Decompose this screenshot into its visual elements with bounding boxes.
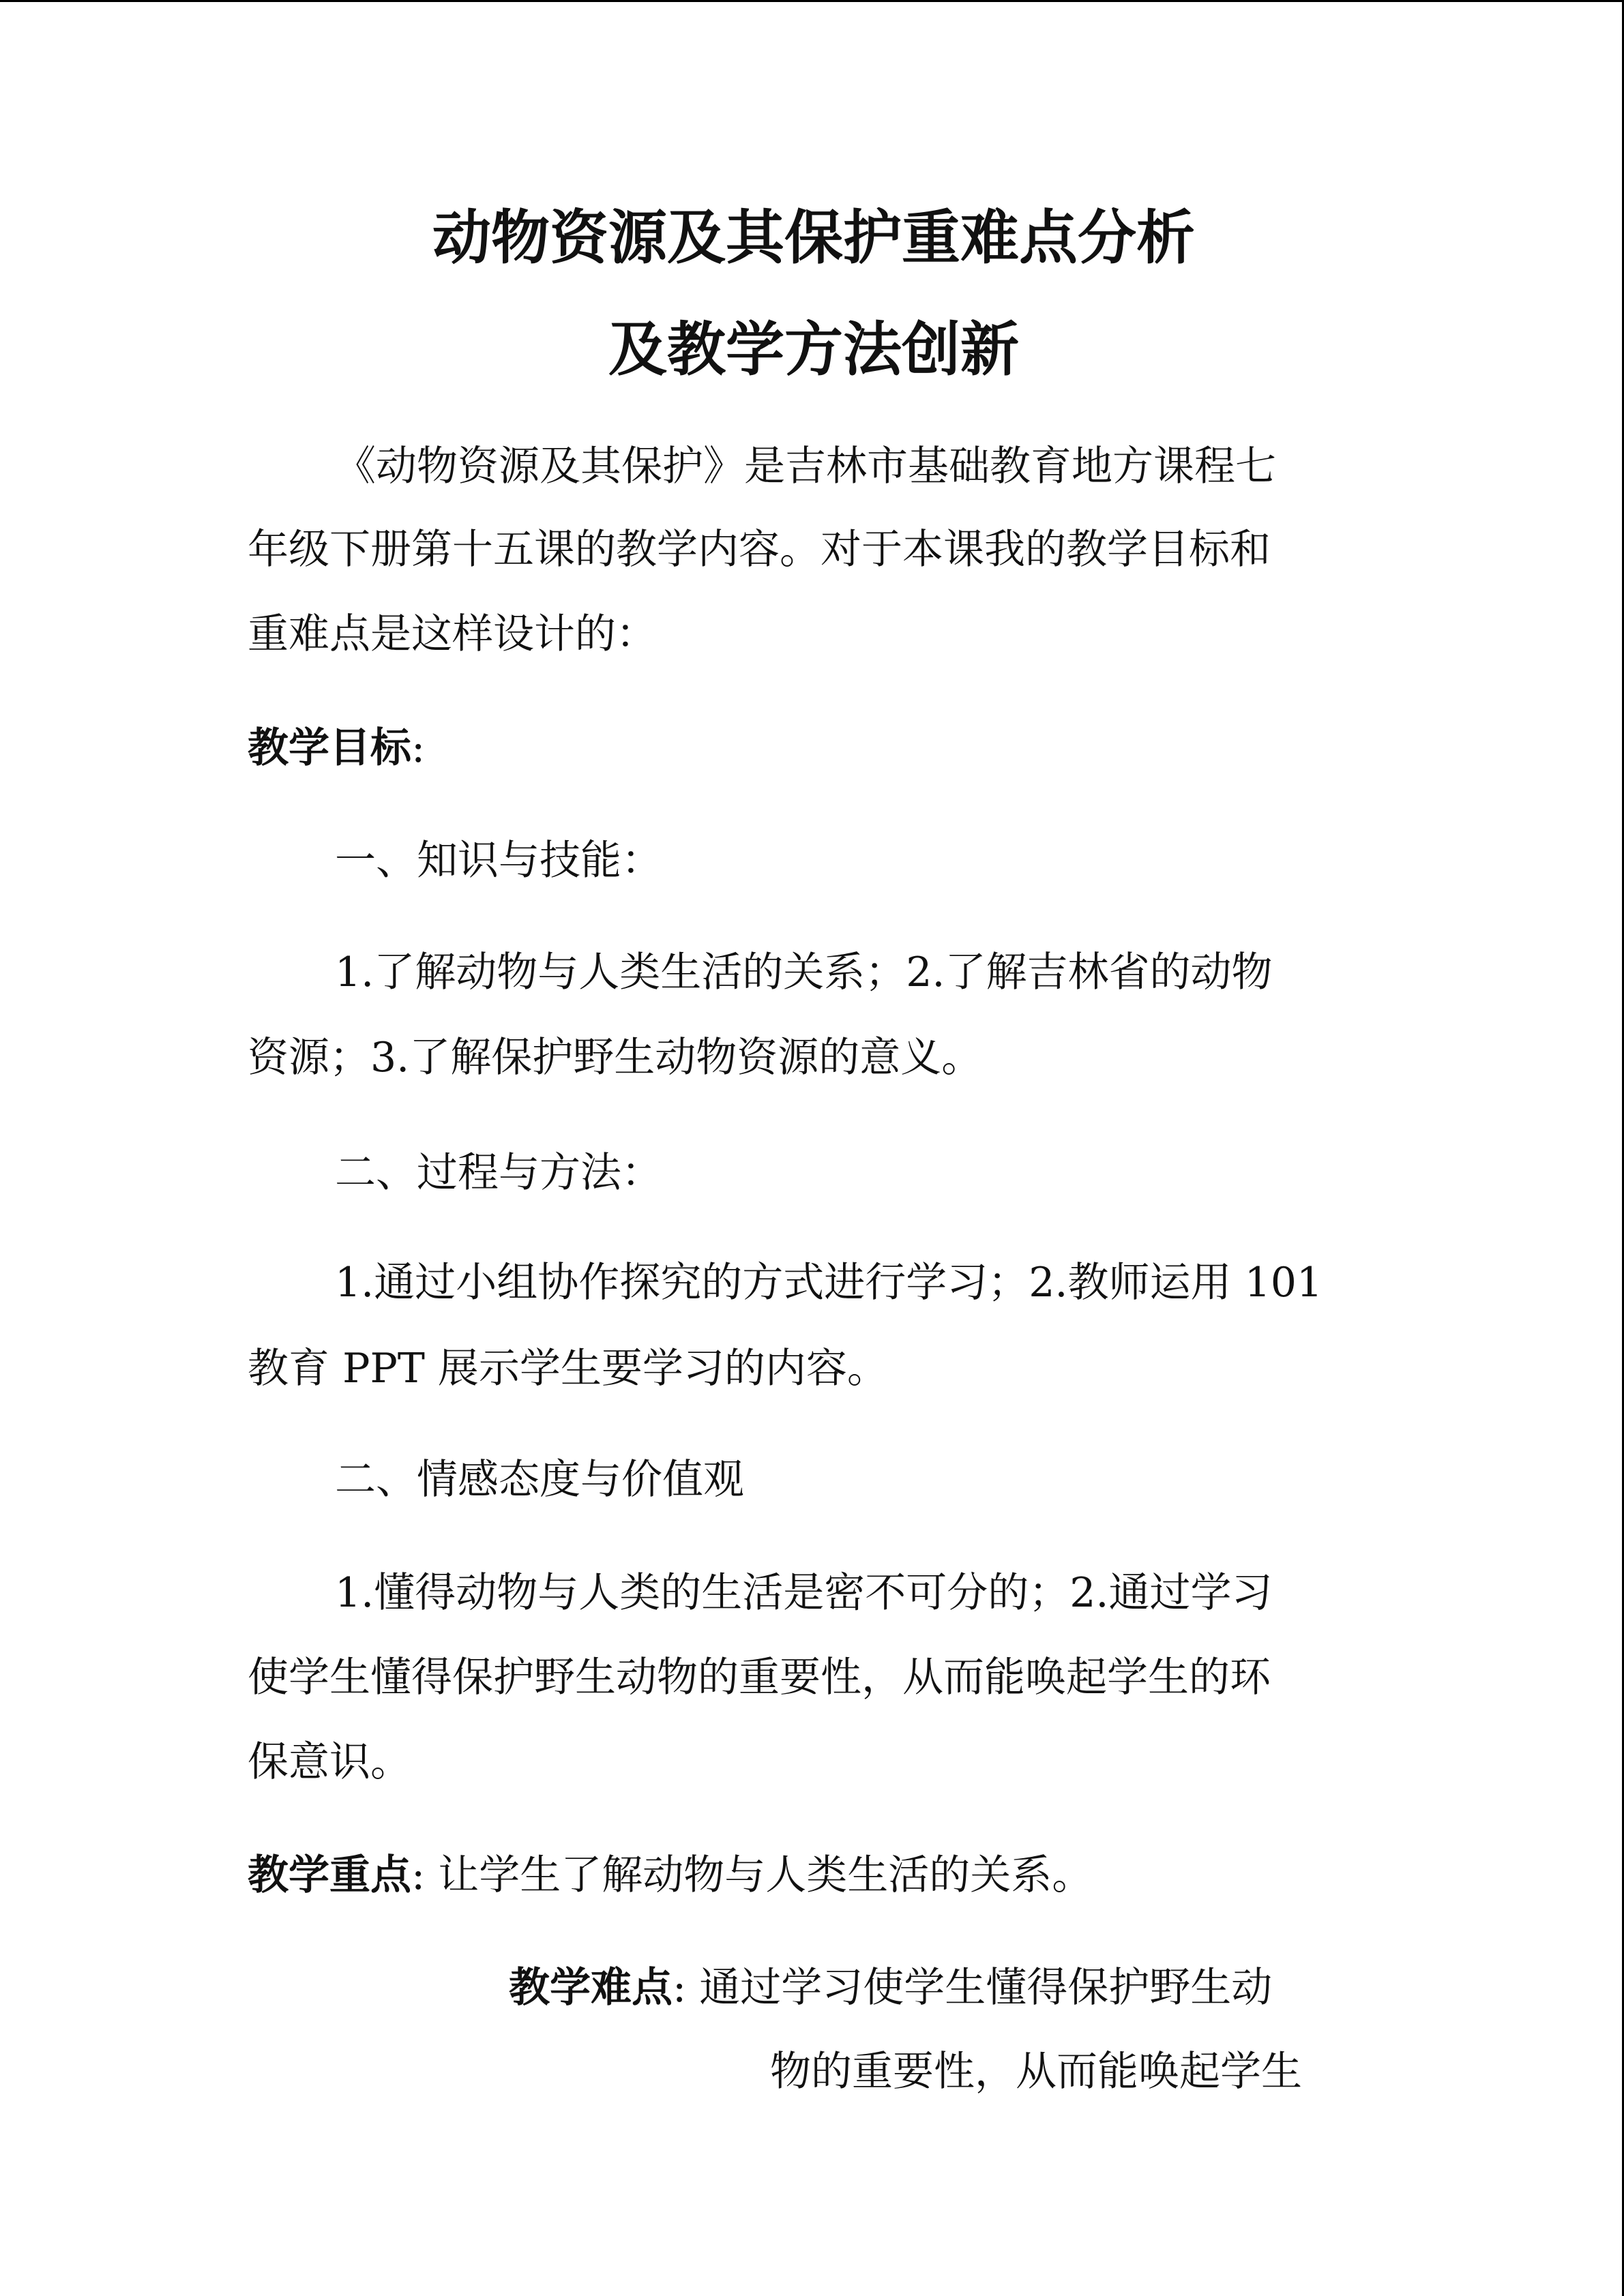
section3-item-line-1: 1.懂得动物与人类的生活是密不可分的；2.通过学习 [335, 1569, 1273, 1617]
difficult-point-continuation: 物的重要性，从而能唤起学生 [770, 2048, 1302, 2096]
intro-line-1: 《动物资源及其保护》是吉林市基础教育地方课程七 [335, 443, 1276, 490]
section3-item-line-3: 保意识。 [248, 1738, 411, 1786]
document-title-line-2: 及教学方法创新 [608, 316, 1019, 384]
difficult-point-text: : 通过学习使学生懂得保护野生动 [673, 1964, 1273, 2012]
intro-line-3: 重难点是这样设计的： [248, 610, 657, 658]
page-top-border [0, 0, 1624, 2]
key-point-row [248, 1851, 1093, 1899]
key-point-label: 教学重点 [248, 1851, 411, 1899]
section2-heading: 二、过程与方法： [335, 1149, 662, 1197]
key-point-text: : 让学生了解动物与人类生活的关系。 [411, 1851, 1093, 1899]
objectives-heading-colon: : [411, 724, 426, 772]
section2-item-line-1: 1.通过小组协作探究的方式进行学习；2.教师运用 101 [335, 1259, 1323, 1307]
section2-item-line-2: 教育 PPT 展示学生要学习的内容。 [248, 1345, 888, 1392]
section3-heading: 二、情感态度与价值观 [335, 1456, 744, 1504]
section1-heading: 一、知识与技能： [335, 837, 662, 884]
intro-line-2: 年级下册第十五课的教学内容。对于本课我的教学目标和 [248, 526, 1271, 573]
document-title-line-1: 动物资源及其保护重难点分析 [432, 204, 1195, 272]
section1-item-line-2: 资源；3.了解保护野生动物资源的意义。 [248, 1034, 983, 1082]
objectives-heading: 教学目标 [248, 724, 411, 772]
objectives-heading-row [248, 724, 426, 772]
difficult-point-label: 教学难点 [509, 1964, 673, 2012]
difficult-point-row [509, 1964, 1273, 2012]
section1-item-line-1: 1.了解动物与人类生活的关系；2.了解吉林省的动物 [335, 949, 1273, 996]
section3-item-line-2: 使学生懂得保护野生动物的重要性，从而能唤起学生的环 [248, 1654, 1271, 1701]
